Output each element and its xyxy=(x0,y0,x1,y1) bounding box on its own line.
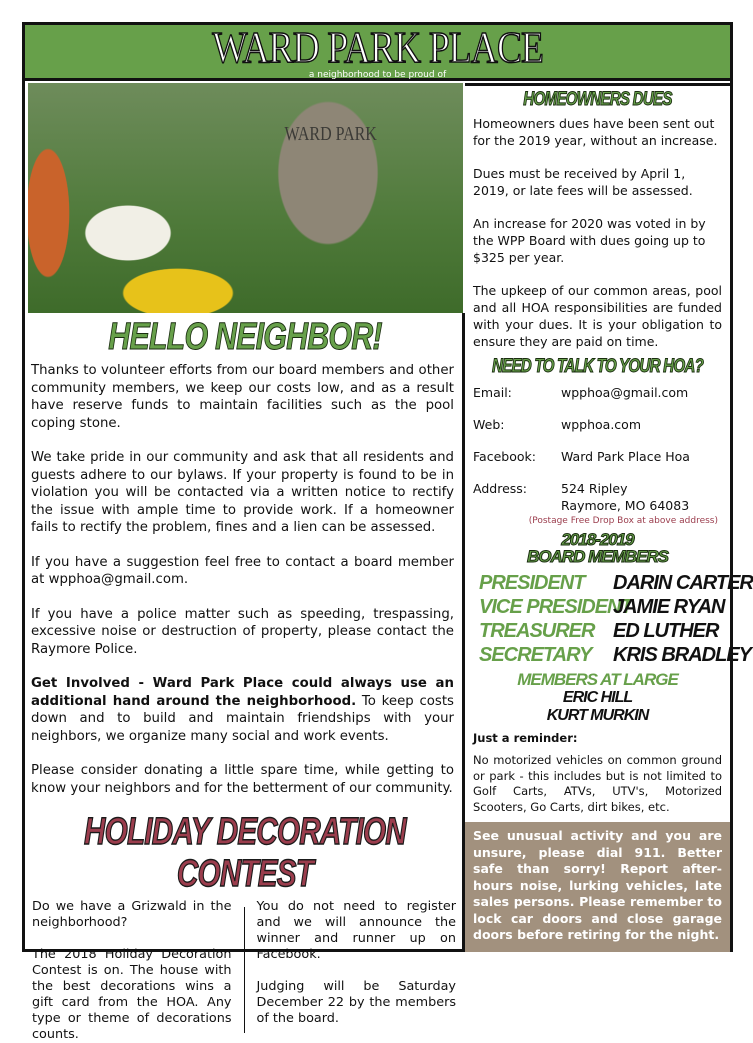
board-heading: BOARD MEMBERS xyxy=(527,547,668,566)
member-name: ERIC HILL xyxy=(562,689,633,706)
paragraph: Thanks to volunteer efforts from our board members and other community members, we keep our costs low, and as a result have reserve funds to maintain facilities such as the pool coping stone. xyxy=(31,363,454,431)
role: TREASURER xyxy=(479,620,595,642)
role: SECRETARY xyxy=(479,644,592,666)
dues-heading: HOMEOWNERS DUES xyxy=(523,89,672,110)
web-link[interactable]: wpphoa.com xyxy=(561,417,641,432)
label: Email: xyxy=(473,385,512,400)
contact-address xyxy=(465,480,730,514)
member-name: KURT MURKIN xyxy=(546,707,649,724)
paragraph: An increase for 2020 was voted in by the WPP Board with dues going up to $325 per year. xyxy=(473,216,706,265)
paragraph: Homeowners dues have been sent out for the 2019 year, without an increase. xyxy=(473,116,718,148)
newsletter xyxy=(22,22,753,1042)
safety-alert-box: See unusual activity and you are unsure, please dial 911. Better safe than sorry! Report after-hours noise, lurking vehicles, late sales persons. Please remember to lock car doors and close garage doors before retiring for the night. xyxy=(465,822,730,952)
holiday-heading: HOLIDAY DECORATION CONTEST xyxy=(84,811,406,895)
sidebar xyxy=(465,83,753,952)
paragraph: The 2018 Holiday Decoration Contest is on. The house with the best decorations wins a gift card from the HOA. Any type or theme of decorations counts. xyxy=(32,947,232,1042)
drop-box-note: (Postage Free Drop Box at above address) xyxy=(528,516,718,526)
address-line: Raymore, MO 64083 xyxy=(561,498,690,513)
paragraph: Do we have a Grizwald in the neighborhood? xyxy=(32,899,232,930)
paragraph: We take pride in our community and ask that all residents and guests adhere to our bylaws. If your property is found to be in violation you will be contacted via a written notice to rectify the issue with ample time to provide work. If a homeowner fails to rectify the problem, fines and a lien can be assessed. xyxy=(31,450,454,535)
get-involved-bold: Get Involved - Ward Park Place could always use an additional hand around the neighborhood. xyxy=(31,676,454,709)
entrance-photo xyxy=(28,83,463,313)
member-name: ED LUTHER xyxy=(613,620,719,642)
label: Address: xyxy=(473,481,527,496)
masthead xyxy=(25,25,730,81)
reminder-heading: Just a reminder: xyxy=(473,731,578,745)
holiday-columns xyxy=(28,899,462,1043)
paragraph: The upkeep of our common areas, pool and all HOA responsibilities are funded with your dues. It is your obligation to ensure they are paid on time. xyxy=(473,283,722,349)
paragraph: Please consider donating a little spare time, while getting to know your neighbors and for the betterment of our community. xyxy=(31,763,454,796)
hello-section xyxy=(28,313,465,1042)
paragraph: Dues must be received by April 1, 2019, or late fees will be assessed. xyxy=(473,166,693,198)
member-name: JAMIE RYAN xyxy=(613,596,725,618)
get-involved-text: To keep costs down and to build and maintain friendships with your neighbors, we organize many social and work events. xyxy=(31,693,454,744)
address-line: 524 Ripley xyxy=(561,481,628,496)
stone-sign-text: WARD PARK xyxy=(284,123,377,145)
paragraph: Judging will be Saturday December 22 by the members of the board. xyxy=(256,979,456,1026)
label: Facebook: xyxy=(473,449,536,464)
email-link[interactable]: wpphoa@gmail.com xyxy=(561,385,689,400)
role: PRESIDENT xyxy=(479,572,585,594)
paragraph: You do not need to register and we will announce the winner and runner up on Facebook. xyxy=(256,899,456,962)
contact-email xyxy=(465,384,730,401)
paragraph: If you have a suggestion feel free to contact a board member at wpphoa@gmail.com. xyxy=(31,554,454,587)
get-involved-paragraph xyxy=(28,675,462,745)
member-name: DARIN CARTER xyxy=(613,572,753,594)
address xyxy=(561,480,689,514)
contact-facebook xyxy=(465,448,730,465)
newsletter-title: WARD PARK PLACE xyxy=(212,23,543,72)
holiday-col-1 xyxy=(32,899,232,1043)
label: Web: xyxy=(473,417,505,432)
paragraph: If you have a police matter such as speeding, trespassing, excessive noise or destruction of property, please contact the Raymore Police. xyxy=(31,606,454,657)
role: VICE PRESIDENT xyxy=(479,596,632,618)
column-divider xyxy=(244,907,245,1033)
facebook-link[interactable]: Ward Park Place Hoa xyxy=(561,449,690,464)
reminder-text: No motorized vehicles on common ground or park - this includes but is not limited to Golf Carts, ATVs, UTV's, Motorized Scooters, Go Carts, dirt bikes, etc. xyxy=(473,753,722,814)
contact-heading: NEED TO TALK TO YOUR HOA? xyxy=(491,356,704,377)
contact-web xyxy=(465,416,730,433)
tagline: a neighborhood to be proud of xyxy=(308,70,447,80)
board-year: 2018-2019 xyxy=(561,530,634,549)
hello-heading: HELLO NEIGHBOR! xyxy=(108,316,382,358)
board-members xyxy=(465,571,753,667)
members-at-large-heading: MEMBERS AT LARGE xyxy=(517,670,678,689)
holiday-col-2 xyxy=(257,899,457,1043)
member-name: KRIS BRADLEY xyxy=(613,644,752,666)
